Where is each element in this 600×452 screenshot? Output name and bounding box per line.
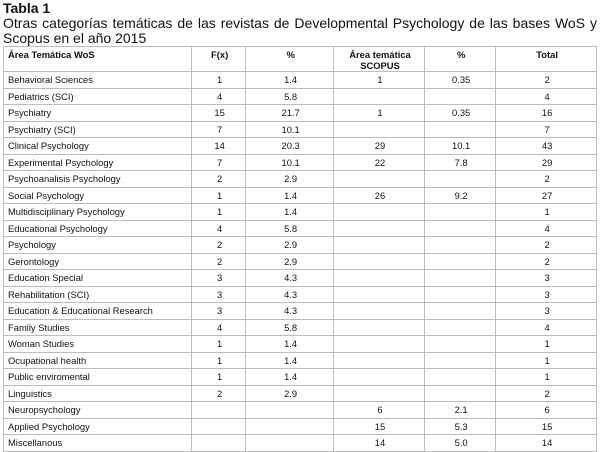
cell-percent-scopus: 5.3 [425, 418, 496, 435]
cell-area-wos: Clinical Psychology [4, 138, 192, 155]
cell-fx: 4 [191, 220, 245, 237]
table-row [4, 402, 597, 419]
cell-total: 43 [496, 138, 597, 155]
table-header-row [4, 47, 597, 72]
cell-percent-scopus: 9.2 [425, 187, 496, 204]
cell-percent-scopus [425, 385, 496, 402]
table-body [4, 72, 597, 452]
cell-area-wos: Family Studies [4, 319, 192, 336]
cell-area-wos: Experimental Psychology [4, 154, 192, 171]
cell-fx: 1 [191, 352, 245, 369]
cell-area-wos: Gerontology [4, 253, 192, 270]
table-row [4, 105, 597, 122]
cell-total: 3 [496, 286, 597, 303]
cell-percent-wos: 2.9 [246, 385, 334, 402]
cell-total: 1 [496, 369, 597, 386]
cell-percent-scopus [425, 369, 496, 386]
cell-scopus-value [333, 303, 424, 320]
cell-scopus-value [333, 270, 424, 287]
cell-percent-wos: 5.8 [246, 319, 334, 336]
header-fx: F(x) [191, 47, 245, 72]
cell-scopus-value: 6 [333, 402, 424, 419]
cell-area-wos: Multidisciplinary Psychology [4, 204, 192, 221]
cell-percent-scopus: 0.35 [425, 72, 496, 89]
cell-total: 27 [496, 187, 597, 204]
cell-total: 2 [496, 253, 597, 270]
table-row [4, 138, 597, 155]
cell-percent-wos: 10.1 [246, 154, 334, 171]
cell-percent-wos: 20.3 [246, 138, 334, 155]
cell-total: 2 [496, 385, 597, 402]
cell-percent-wos: 21.7 [246, 105, 334, 122]
table-caption-line-1: Otras categorías temáticas de las revistas de Developmental Psychology de las bases WoS y [3, 15, 597, 31]
cell-fx: 1 [191, 204, 245, 221]
cell-scopus-value [333, 286, 424, 303]
header-percent-wos: % [246, 47, 334, 72]
table-row [4, 253, 597, 270]
cell-fx: 3 [191, 270, 245, 287]
cell-total: 2 [496, 237, 597, 254]
cell-percent-wos: 5.8 [246, 220, 334, 237]
table-row [4, 88, 597, 105]
cell-area-wos: Public enviromental [4, 369, 192, 386]
cell-scopus-value: 1 [333, 72, 424, 89]
cell-percent-scopus [425, 319, 496, 336]
cell-scopus-value: 15 [333, 418, 424, 435]
cell-area-wos: Applied Psychology [4, 418, 192, 435]
cell-area-wos: Psychoanalisis Psychology [4, 171, 192, 188]
cell-total: 6 [496, 402, 597, 419]
cell-area-wos: Behavioral Sciences [4, 72, 192, 89]
cell-area-wos: Rehabilitation (SCI) [4, 286, 192, 303]
cell-percent-wos: 1.4 [246, 369, 334, 386]
cell-percent-wos: 2.9 [246, 237, 334, 254]
cell-fx [191, 435, 245, 452]
cell-percent-scopus [425, 303, 496, 320]
cell-percent-wos: 10.1 [246, 121, 334, 138]
cell-scopus-value: 1 [333, 105, 424, 122]
cell-percent-scopus [425, 286, 496, 303]
cell-scopus-value [333, 352, 424, 369]
cell-percent-scopus [425, 171, 496, 188]
cell-area-wos: Psychology [4, 237, 192, 254]
cell-total: 1 [496, 204, 597, 221]
cell-area-wos: Ocupational health [4, 352, 192, 369]
cell-fx: 14 [191, 138, 245, 155]
cell-percent-scopus [425, 253, 496, 270]
cell-percent-scopus: 7.8 [425, 154, 496, 171]
cell-total: 7 [496, 121, 597, 138]
cell-scopus-value [333, 88, 424, 105]
table-row [4, 187, 597, 204]
cell-area-wos: Psychiatry [4, 105, 192, 122]
header-area-wos: Área Temática WoS [4, 47, 192, 72]
cell-fx: 3 [191, 303, 245, 320]
cell-percent-scopus [425, 336, 496, 353]
cell-scopus-value [333, 336, 424, 353]
cell-area-wos: Miscellanous [4, 435, 192, 452]
table-row [4, 237, 597, 254]
cell-percent-scopus [425, 204, 496, 221]
table-row [4, 303, 597, 320]
cell-percent-scopus [425, 270, 496, 287]
cell-scopus-value [333, 121, 424, 138]
table-row [4, 336, 597, 353]
cell-percent-scopus [425, 88, 496, 105]
cell-percent-scopus: 10.1 [425, 138, 496, 155]
cell-percent-wos: 2.9 [246, 253, 334, 270]
cell-scopus-value [333, 253, 424, 270]
cell-area-wos: Linguistics [4, 385, 192, 402]
table-row [4, 270, 597, 287]
cell-fx [191, 418, 245, 435]
table-row [4, 171, 597, 188]
cell-scopus-value [333, 204, 424, 221]
cell-scopus-value [333, 171, 424, 188]
cell-percent-wos: 5.8 [246, 88, 334, 105]
cell-percent-wos: 4.3 [246, 286, 334, 303]
cell-total: 2 [496, 72, 597, 89]
cell-fx: 4 [191, 88, 245, 105]
cell-percent-scopus [425, 121, 496, 138]
cell-fx: 2 [191, 253, 245, 270]
cell-scopus-value [333, 319, 424, 336]
cell-total: 29 [496, 154, 597, 171]
cell-fx: 1 [191, 187, 245, 204]
title-block [3, 1, 597, 46]
cell-percent-wos: 1.4 [246, 204, 334, 221]
cell-area-wos: Pediatrics (SCI) [4, 88, 192, 105]
cell-percent-wos: 4.3 [246, 270, 334, 287]
cell-fx: 7 [191, 121, 245, 138]
cell-scopus-value: 29 [333, 138, 424, 155]
header-area-scopus [333, 47, 424, 72]
cell-fx: 2 [191, 171, 245, 188]
cell-percent-scopus: 2.1 [425, 402, 496, 419]
cell-scopus-value: 22 [333, 154, 424, 171]
cell-area-wos: Social Psychology [4, 187, 192, 204]
table-row [4, 204, 597, 221]
cell-fx [191, 402, 245, 419]
cell-fx: 2 [191, 385, 245, 402]
cell-percent-wos: 1.4 [246, 352, 334, 369]
header-total: Total [496, 47, 597, 72]
cell-percent-scopus: 0.35 [425, 105, 496, 122]
cell-area-wos: Education Special [4, 270, 192, 287]
cell-total: 2 [496, 171, 597, 188]
cell-percent-wos: 1.4 [246, 72, 334, 89]
cell-percent-scopus [425, 352, 496, 369]
cell-scopus-value [333, 385, 424, 402]
cell-area-wos: Neuropsychology [4, 402, 192, 419]
cell-percent-wos [246, 435, 334, 452]
cell-percent-scopus [425, 237, 496, 254]
table-row [4, 352, 597, 369]
cell-total: 14 [496, 435, 597, 452]
cell-scopus-value [333, 237, 424, 254]
table-row [4, 435, 597, 452]
table-label: Tabla 1 [3, 0, 51, 16]
cell-fx: 4 [191, 319, 245, 336]
table-row [4, 418, 597, 435]
table-row [4, 319, 597, 336]
cell-area-wos: Educational Psychology [4, 220, 192, 237]
cell-percent-wos [246, 402, 334, 419]
table-row [4, 72, 597, 89]
cell-fx: 7 [191, 154, 245, 171]
cell-percent-wos: 4.3 [246, 303, 334, 320]
cell-total: 1 [496, 336, 597, 353]
cell-fx: 15 [191, 105, 245, 122]
cell-percent-wos: 2.9 [246, 171, 334, 188]
cell-scopus-value [333, 220, 424, 237]
table-row [4, 154, 597, 171]
cell-fx: 3 [191, 286, 245, 303]
cell-percent-wos [246, 418, 334, 435]
cell-total: 4 [496, 220, 597, 237]
cell-total: 1 [496, 352, 597, 369]
table-row [4, 385, 597, 402]
cell-total: 4 [496, 88, 597, 105]
cell-scopus-value: 14 [333, 435, 424, 452]
cell-total: 16 [496, 105, 597, 122]
cell-area-wos: Psychiatry (SCI) [4, 121, 192, 138]
cell-total: 4 [496, 319, 597, 336]
table-row [4, 121, 597, 138]
cell-scopus-value [333, 369, 424, 386]
table-row [4, 369, 597, 386]
table-row [4, 286, 597, 303]
cell-area-wos: Woman Studies [4, 336, 192, 353]
cell-fx: 1 [191, 72, 245, 89]
table-row [4, 220, 597, 237]
cell-percent-scopus: 5.0 [425, 435, 496, 452]
cell-percent-wos: 1.4 [246, 336, 334, 353]
table-caption-line-2: Scopus en el año 2015 [3, 30, 147, 46]
cell-percent-wos: 1.4 [246, 187, 334, 204]
header-area-scopus-text: Área temática SCOPUS [349, 49, 411, 71]
cell-total: 3 [496, 303, 597, 320]
cell-fx: 1 [191, 369, 245, 386]
cell-scopus-value: 26 [333, 187, 424, 204]
cell-area-wos: Education & Educational Research [4, 303, 192, 320]
cell-fx: 2 [191, 237, 245, 254]
header-percent-scopus: % [425, 47, 496, 72]
cell-percent-scopus [425, 220, 496, 237]
cell-total: 15 [496, 418, 597, 435]
data-table [3, 46, 597, 452]
cell-fx: 1 [191, 336, 245, 353]
cell-total: 3 [496, 270, 597, 287]
